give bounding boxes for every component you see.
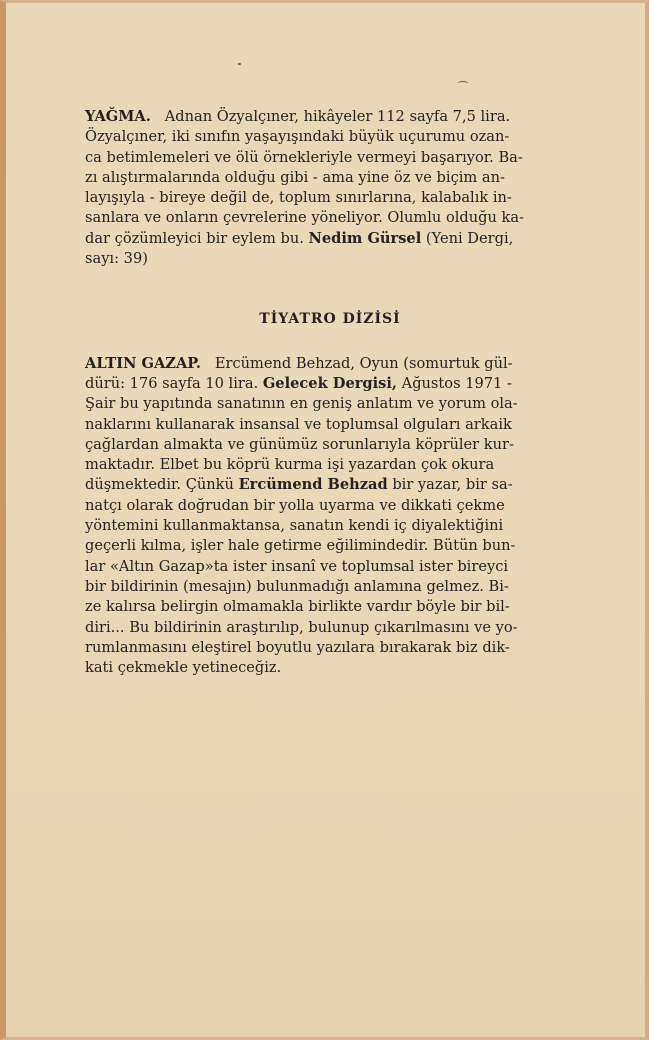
entry-line: layışıyla - bireye değil de, toplum sınırlarına, kalabalık in- <box>85 189 512 207</box>
entry-altin-gazap <box>85 354 575 679</box>
entry-line: ze kalırsa belirgin olmamakla birlikte vardır böyle bir bil- <box>85 598 510 616</box>
ink-speck <box>238 63 241 65</box>
entry-line: sanlara ve onların çevrelerine yöneliyor. Olumlu olduğu ka- <box>85 209 525 227</box>
entry-line: Adnan Özyalçıner, hikâyeler 112 sayfa 7,5 lira. <box>164 108 511 125</box>
entry-line: kati çekmekle yetineceğiz. <box>85 659 282 677</box>
entry-line: maktadır. Elbet bu köprü kurma işi yazardan çok okura <box>85 456 495 474</box>
entry-line: dar çözümleyici bir eylem bu. <box>85 229 304 247</box>
entry-first-line <box>85 354 575 374</box>
entry-line-with-source <box>85 374 575 394</box>
entry-text: dürü: 176 sayfa 10 lira. <box>85 374 259 392</box>
entry-line: rumlanmasını eleştirel boyutlu yazılara bırakarak biz dik- <box>85 638 510 656</box>
entry-line: Ercümend Behzad, Oyun (somurtuk gül- <box>214 354 513 372</box>
entry-line: zı alıştırmalarında olduğu gibi - ama yine öz ve biçim an- <box>85 168 505 186</box>
review-source: (Yeni Dergi, <box>425 229 514 247</box>
review-author: Nedim Gürsel <box>308 229 422 247</box>
entry-line-with-author <box>85 229 575 249</box>
entry-line: lar «Altın Gazap»ta ister insanî ve toplumsal ister bireyci <box>85 557 509 575</box>
entry-line: geçerli kılma, işler hale getirme eğilimindedir. Bütün bun- <box>85 537 516 555</box>
entry-line: çağlardan almakta ve günümüz sorunlarıyla köprüler kur- <box>85 435 514 453</box>
entry-line: yöntemini kullanmaktansa, sanatın kendi iç diyalektiğini <box>85 517 504 535</box>
pencil-mark: ⁀ <box>458 81 468 95</box>
entry-line: ca betimlemeleri ve ölü örnekleriyle vermeyi başarıyor. Ba- <box>85 148 523 166</box>
author-name: Ercümend Behzad <box>238 476 388 494</box>
section-heading: TİYATRO DİZİSİ <box>259 311 401 328</box>
entry-line-with-name <box>85 475 575 495</box>
entry-text: Ağustos 1971 - <box>401 374 512 392</box>
entry-line: diri... Bu bildirinin araştırılıp, bulunup çıkarılmasını ve yo- <box>85 618 518 636</box>
entry-title: YAĞMA. <box>85 108 151 125</box>
page-text <box>85 107 575 678</box>
entry-line: Şair bu yapıtında sanatının en geniş anlatım ve yorum ola- <box>85 395 518 413</box>
entry-line: natçı olarak doğrudan bir yolla uyarma ve dikkati çekme <box>85 496 505 514</box>
entry-text: bir yazar, bir sa- <box>392 476 513 494</box>
review-source-end: sayı: 39) <box>85 250 148 268</box>
entry-title: ALTIN GAZAP. <box>85 354 201 372</box>
entry-yagma <box>85 107 575 269</box>
entry-line: Özyalçıner, iki sınıfın yaşayışındaki büyük uçurumu ozan- <box>85 128 510 146</box>
entry-first-line <box>85 107 575 127</box>
entry-line: bir bildirinin (mesajın) bulunmadığı anlamına gelmez. Bi- <box>85 577 509 595</box>
entry-line: naklarını kullanarak insansal ve toplumsal olguları arkaik <box>85 415 512 433</box>
entry-text: düşmektedir. Çünkü <box>85 476 234 494</box>
review-source: Gelecek Dergisi, <box>262 374 398 392</box>
